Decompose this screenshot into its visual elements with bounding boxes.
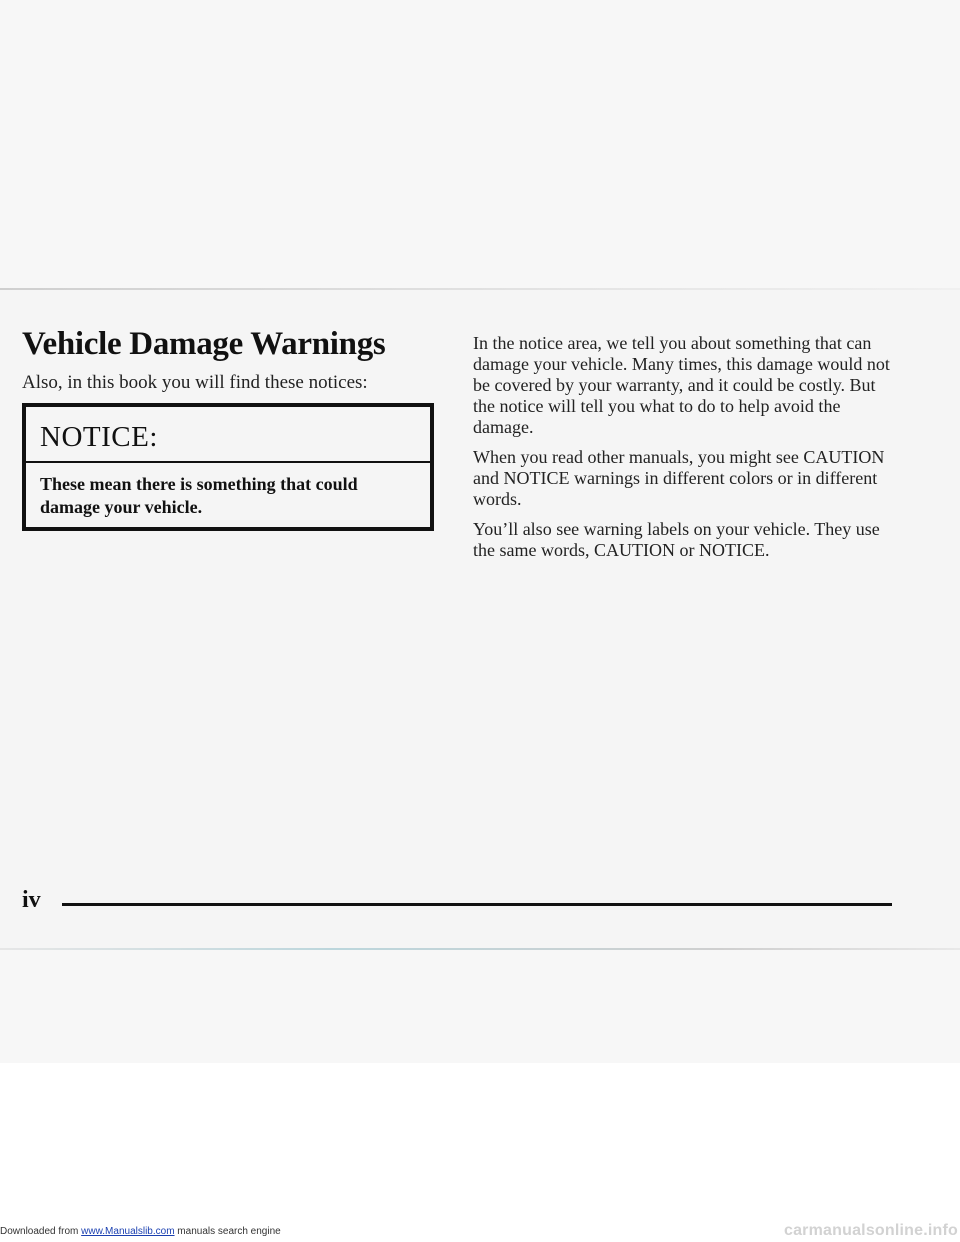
paragraph-notice-area: In the notice area, we tell you about something that can damage your vehicle. Many times, this damage would not be covered by your warranty, and it could be costly. But the notice will tell you what to do to help avoid the damage. bbox=[473, 333, 890, 437]
notice-title: NOTICE: bbox=[40, 421, 158, 453]
paragraph-warning-labels: You’ll also see warning labels on your vehicle. They use the same words, CAUTION or NOTICE. bbox=[473, 519, 880, 560]
section-heading: Vehicle Damage Warnings bbox=[22, 326, 386, 362]
notice-divider bbox=[26, 461, 430, 463]
notice-body: These mean there is something that could damage your vehicle. bbox=[40, 474, 358, 517]
manualslib-link[interactable]: www.Manualslib.com bbox=[81, 1226, 175, 1237]
notice-box bbox=[22, 403, 434, 531]
download-suffix: manuals search engine bbox=[174, 1226, 281, 1237]
right-column-text bbox=[473, 333, 898, 570]
paragraph-other-manuals: When you read other manuals, you might see CAUTION and NOTICE warnings in different colors or in different words. bbox=[473, 447, 885, 509]
intro-text: Also, in this book you will find these notices: bbox=[22, 372, 368, 393]
bottom-edge-line bbox=[0, 948, 960, 950]
download-note bbox=[0, 1226, 281, 1237]
watermark-text: carmanualsonline.info bbox=[783, 1222, 958, 1239]
page-number: iv bbox=[22, 887, 41, 913]
footer-rule bbox=[62, 903, 892, 906]
download-prefix: Downloaded from bbox=[0, 1226, 82, 1237]
